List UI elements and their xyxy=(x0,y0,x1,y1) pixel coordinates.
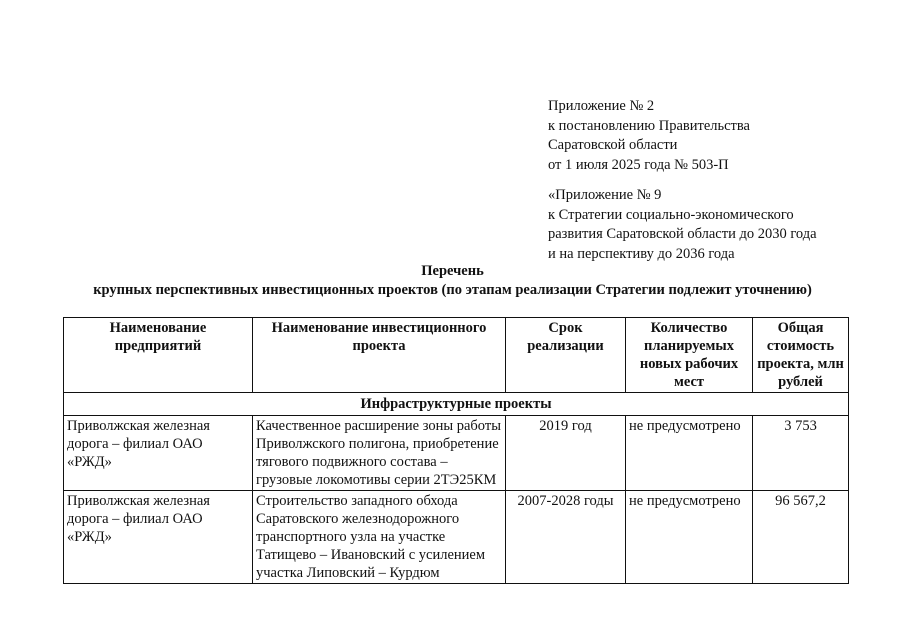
appendix-header xyxy=(548,97,750,175)
header-cost: Общая стоимость проекта, млн рублей xyxy=(753,318,849,393)
document-subtitle: крупных перспективных инвестиционных проектов (по этапам реализации Стратегии подлежит уточнению) xyxy=(93,282,812,298)
cell-company: Приволжская железная дорога – филиал ОАО «РЖД» xyxy=(64,491,253,584)
appendix-line: Приложение № 2 xyxy=(548,98,655,114)
cell-cost: 3 753 xyxy=(753,416,849,491)
cell-project: Строительство западного обхода Саратовского железнодорожного транспортного узла на участке Татищево – Ивановский с усилением участка Липовский – Курдюм xyxy=(253,491,506,584)
section-row xyxy=(64,393,849,416)
strategy-line: и на перспективу до 2036 года xyxy=(548,245,735,262)
table-row xyxy=(64,491,849,584)
cell-project: Качественное расширение зоны работы Приволжского полигона, приобретение тягового подвижного состава – грузовые локомотивы серии 2ТЭ25КМ xyxy=(253,416,506,491)
projects-table xyxy=(63,317,849,584)
appendix-line: от 1 июля 2025 года № 503-П xyxy=(548,156,729,173)
header-company: Наименование предприятий xyxy=(64,318,253,393)
document-title: Перечень xyxy=(421,263,484,279)
strategy-line: развития Саратовской области до 2030 года xyxy=(548,226,817,242)
strategy-line: к Стратегии социально-экономического xyxy=(548,206,794,223)
header-project: Наименование инвестиционного проекта xyxy=(253,318,506,393)
cell-cost: 96 567,2 xyxy=(753,491,849,584)
cell-period: 2007-2028 годы xyxy=(506,491,626,584)
cell-jobs: не предусмотрено xyxy=(626,416,753,491)
cell-company: Приволжская железная дорога – филиал ОАО «РЖД» xyxy=(64,416,253,491)
strategy-header xyxy=(548,186,817,264)
appendix-line: Саратовской области xyxy=(548,137,678,153)
cell-period: 2019 год xyxy=(506,416,626,491)
header-period: Срок реализации xyxy=(506,318,626,393)
table-row xyxy=(64,416,849,491)
cell-jobs: не предусмотрено xyxy=(626,491,753,584)
table-header-row xyxy=(64,318,849,393)
section-title: Инфраструктурные проекты xyxy=(64,393,849,416)
appendix-line: к постановлению Правительства xyxy=(548,117,750,134)
header-jobs: Количество планируемых новых рабочих мест xyxy=(626,318,753,393)
strategy-line: «Приложение № 9 xyxy=(548,187,662,203)
